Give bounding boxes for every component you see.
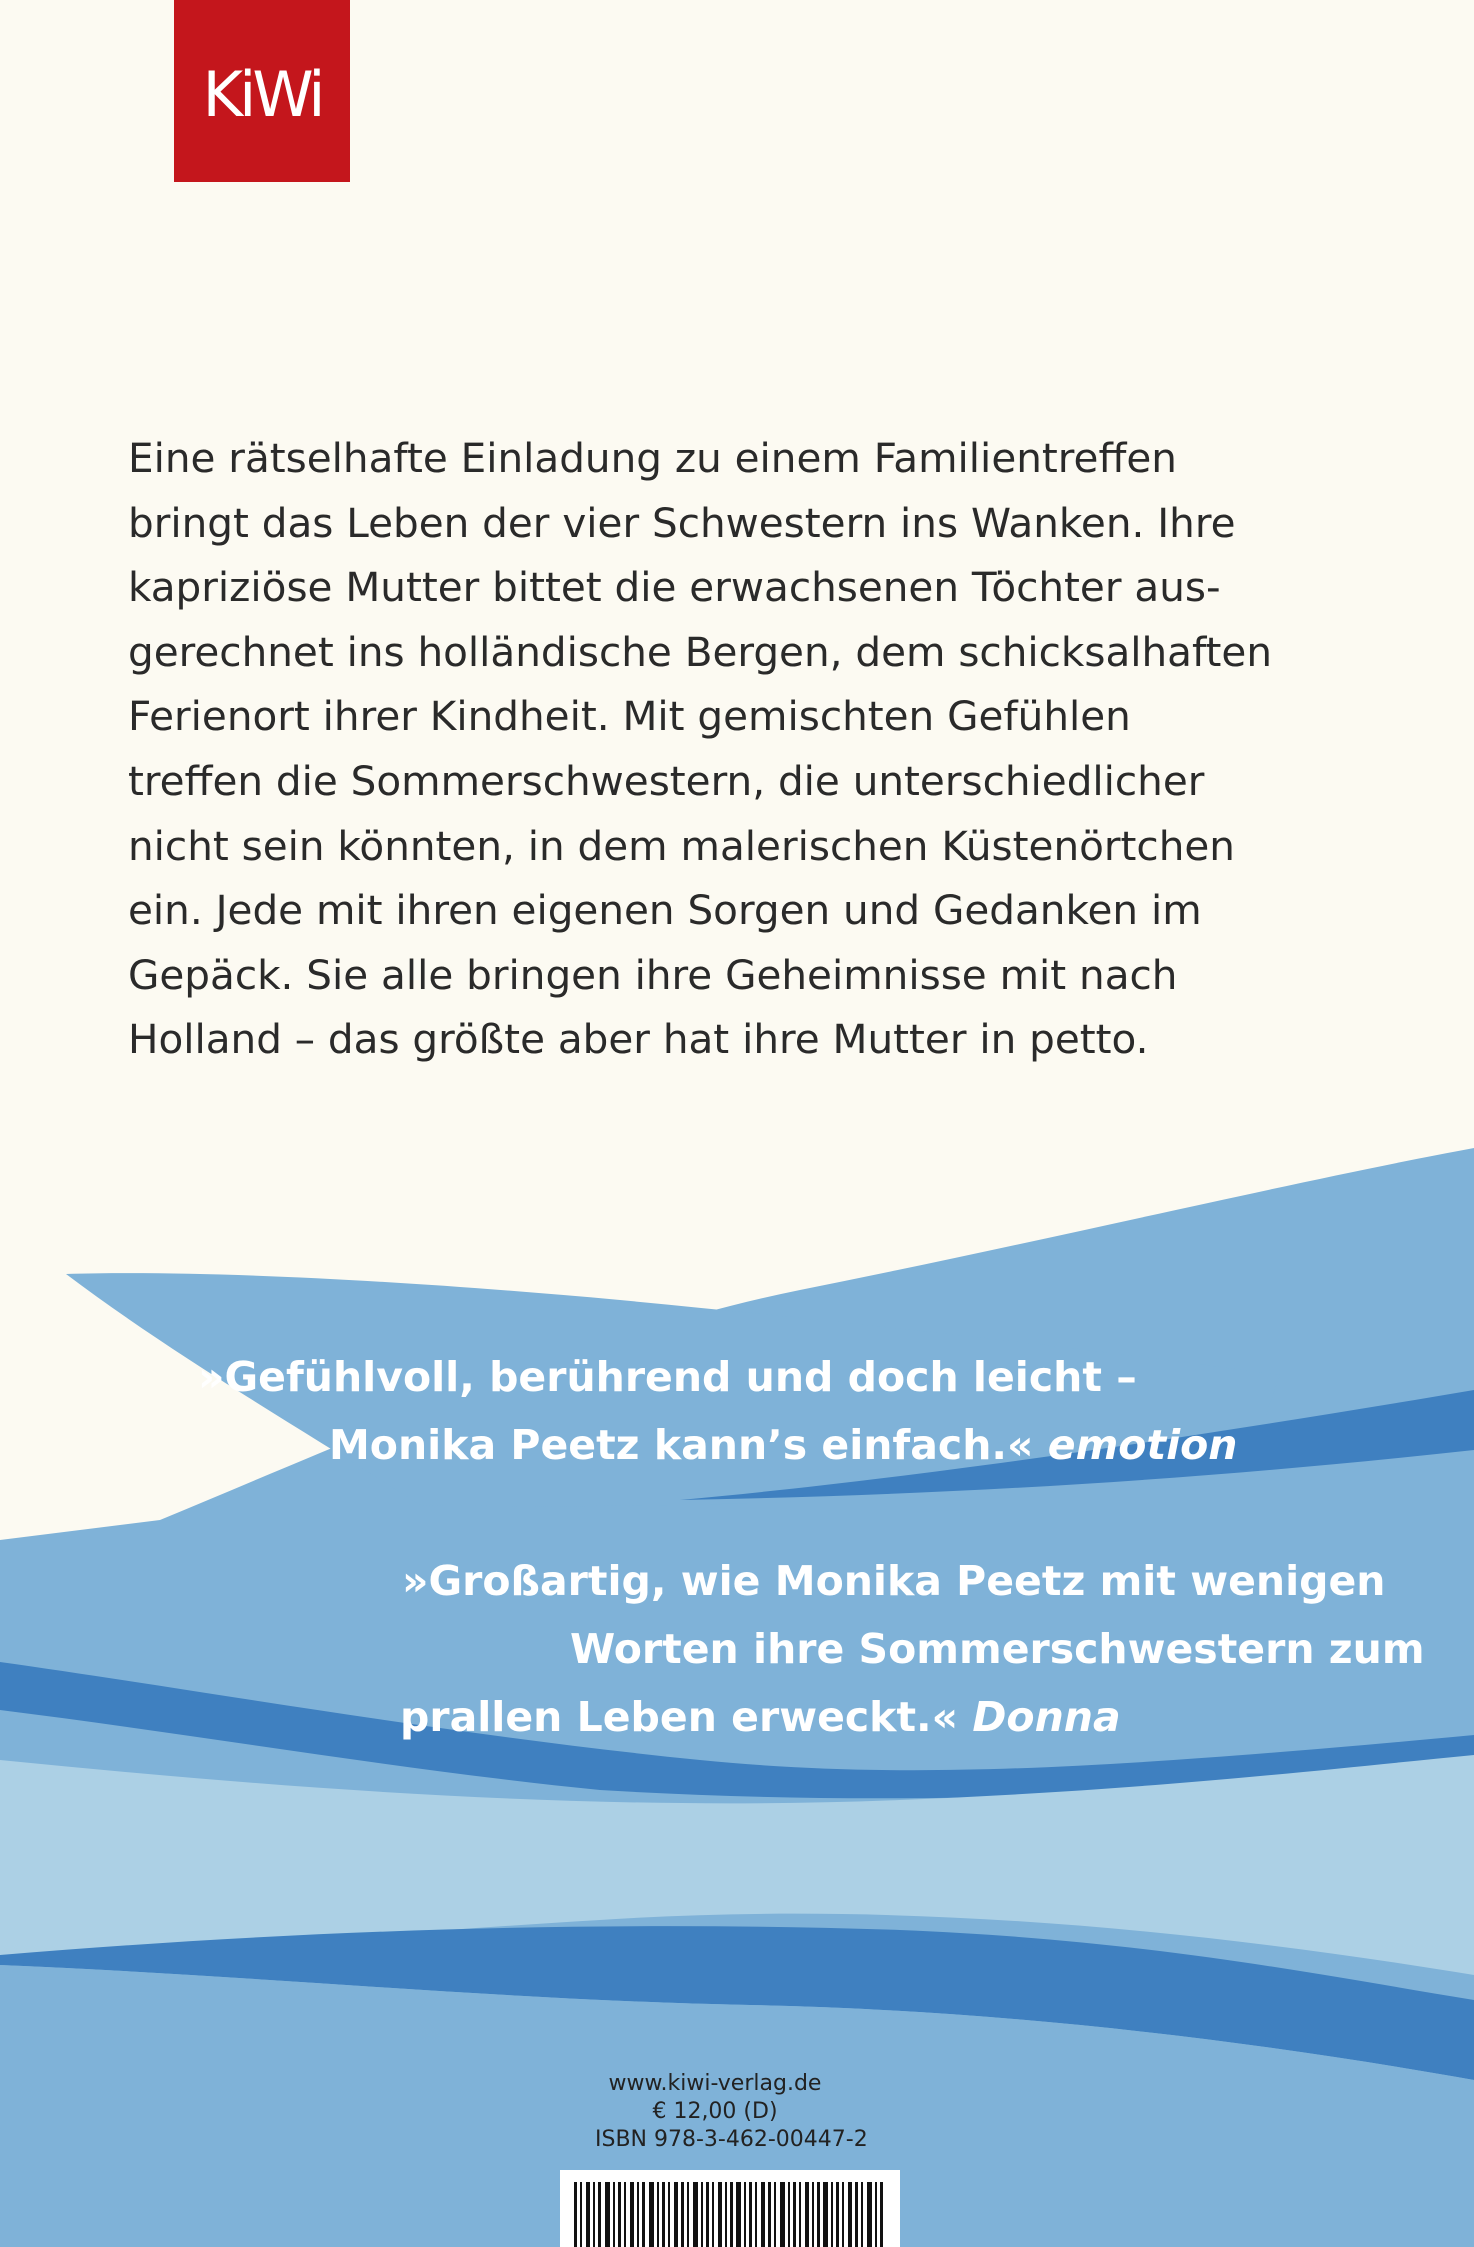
quote-line: prallen Leben erweckt.« Donna: [400, 1693, 1121, 1741]
publisher-info: [595, 2070, 868, 2154]
quote-line: Worten ihre Sommerschwestern zum: [570, 1625, 1425, 1673]
blurb-line: Gepäck. Sie alle bringen ihre Geheimnisse mit nach: [128, 950, 1178, 999]
quote-line: »Gefühlvoll, berührend und doch leicht –: [198, 1353, 1137, 1401]
blurb-line: Eine rätselhafte Einladung zu einem Familientreffen: [128, 434, 1177, 482]
barcode-icon: [560, 2170, 900, 2247]
blurb-line: nicht sein könnten, in dem malerischen Küstenörtchen: [128, 821, 1235, 870]
quote-line: »Großartig, wie Monika Peetz mit wenigen: [402, 1557, 1386, 1605]
logo-text: KiWi: [202, 58, 322, 131]
blurb-line: Ferienort ihrer Kindheit. Mit gemischten Gefühlen: [128, 692, 1131, 741]
quote-source: emotion: [1047, 1421, 1238, 1469]
blurb-line: bringt das Leben der vier Schwestern ins Wanken. Ihre: [128, 498, 1236, 547]
blurb-line: gerechnet ins holländische Bergen, dem schicksalhaften: [128, 627, 1273, 676]
website: www.kiwi-verlag.de: [608, 2071, 822, 2096]
blurb-line: treffen die Sommerschwestern, die unterschiedlicher: [128, 756, 1205, 805]
blurb-line: ein. Jede mit ihren eigenen Sorgen und Gedanken im: [128, 886, 1202, 935]
review-quote-1: [198, 1343, 1238, 1479]
isbn: ISBN 978-3-462-00447-2: [595, 2127, 868, 2152]
review-quote-2: [402, 1547, 1425, 1751]
price: € 12,00 (D): [652, 2099, 778, 2124]
blurb-line: kapriziöse Mutter bittet die erwachsenen Töchter aus-: [128, 563, 1221, 612]
quote-source: Donna: [972, 1693, 1121, 1741]
barcode: [560, 2170, 900, 2247]
blurb-line: Holland – das größte aber hat ihre Mutter in petto.: [128, 1015, 1149, 1064]
quote-line: Monika Peetz kann’s einfach.« emotion: [329, 1421, 1238, 1469]
